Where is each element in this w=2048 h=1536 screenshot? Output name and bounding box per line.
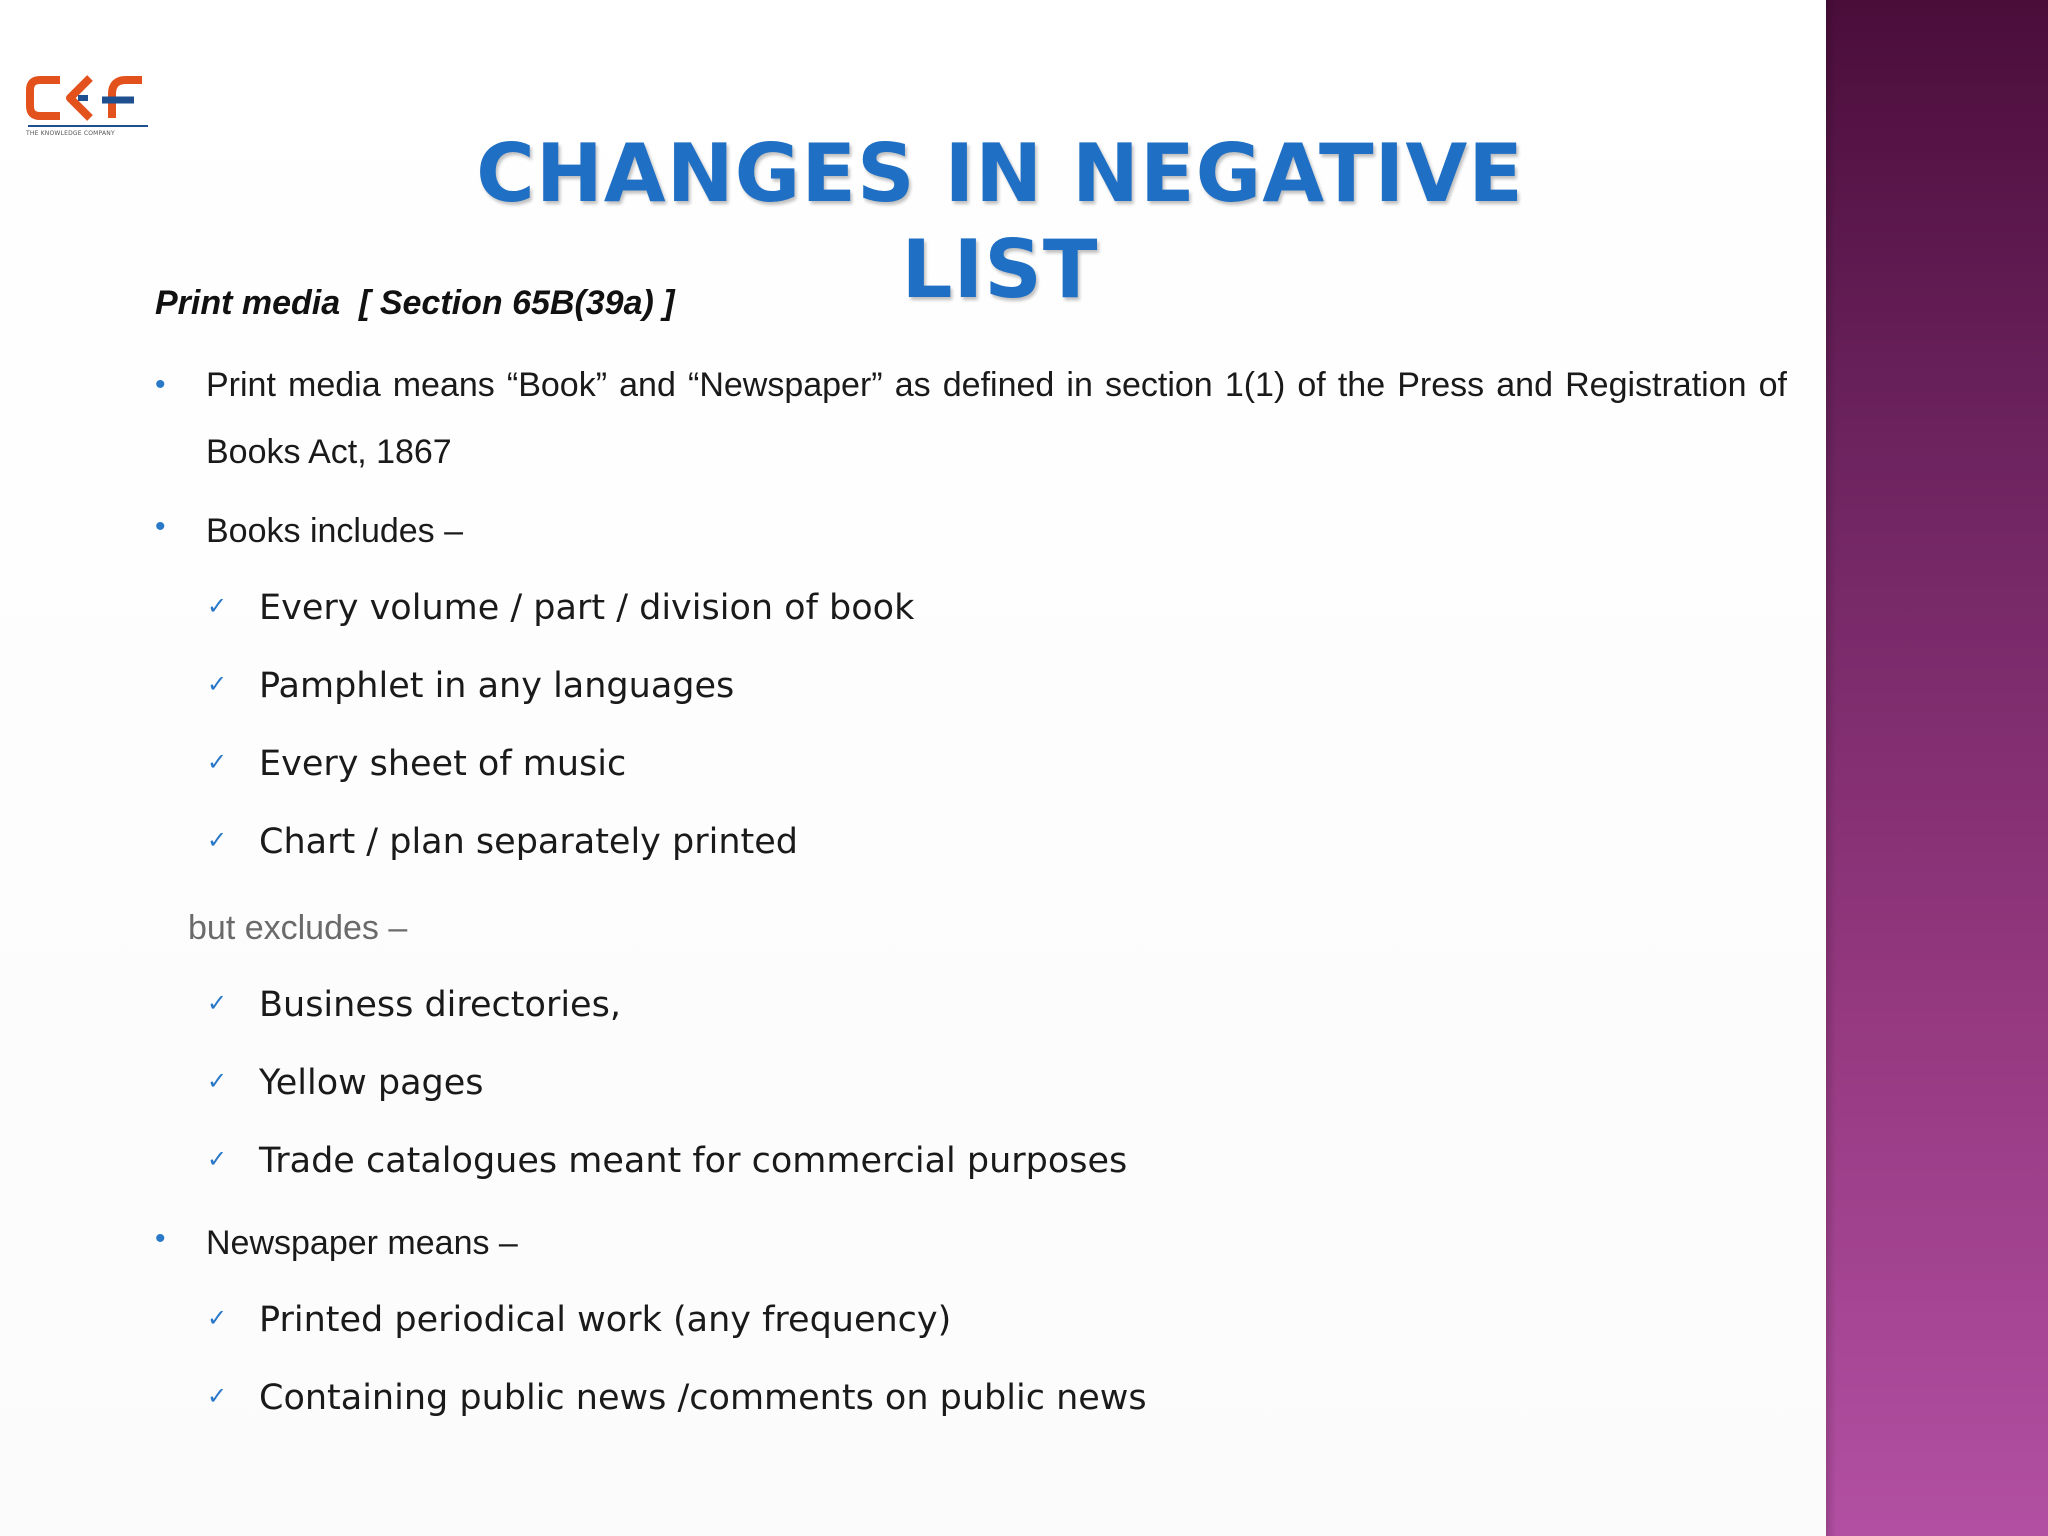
list-item-text: Yellow pages	[259, 1063, 484, 1103]
logo-tagline: THE KNOWLEDGE COMPANY	[26, 130, 115, 137]
list-item-text: Pamphlet in any languages	[259, 666, 735, 706]
list-item-text: Containing public news /comments on public news	[259, 1378, 1147, 1418]
bullet-dot-icon: •	[155, 1222, 166, 1255]
bullet-text: Newspaper means –	[206, 1224, 518, 1262]
company-logo	[26, 72, 150, 144]
bullet-dot-icon: •	[155, 510, 166, 543]
ckf-logo-icon	[26, 72, 150, 128]
decorative-sidebar	[1826, 0, 2048, 1536]
checkmark-icon: ✓	[207, 989, 228, 1017]
checkmark-icon: ✓	[207, 670, 228, 698]
list-item-text: Every sheet of music	[259, 744, 627, 784]
list-item-text: Chart / plan separately printed	[259, 822, 798, 862]
bullet-dot-icon: •	[155, 368, 166, 401]
bullet-text: Books includes –	[206, 512, 464, 550]
list-item-text: Business directories,	[259, 985, 621, 1025]
sidebar-shadow	[1826, 0, 1836, 1536]
checkmark-icon: ✓	[207, 826, 228, 854]
section-heading: Print media [ Section 65B(39a) ]	[155, 284, 675, 322]
checkmark-icon: ✓	[207, 1304, 228, 1332]
list-item-text: Printed periodical work (any frequency)	[259, 1300, 952, 1340]
checkmark-icon: ✓	[207, 1067, 228, 1095]
checkmark-icon: ✓	[207, 592, 228, 620]
slide-title: CHANGES IN NEGATIVE LIST	[476, 127, 1524, 316]
list-item-text: Trade catalogues meant for commercial purposes	[259, 1141, 1128, 1181]
list-item-text: Every volume / part / division of book	[259, 588, 915, 628]
excludes-label: but excludes –	[188, 909, 408, 947]
checkmark-icon: ✓	[207, 1382, 228, 1410]
checkmark-icon: ✓	[207, 1145, 228, 1173]
checkmark-icon: ✓	[207, 748, 228, 776]
bullet-text: Print media means “Book” and “Newspaper” as defined in section 1(1) of the Press and Registration of Books Act, 1867	[206, 366, 1787, 471]
